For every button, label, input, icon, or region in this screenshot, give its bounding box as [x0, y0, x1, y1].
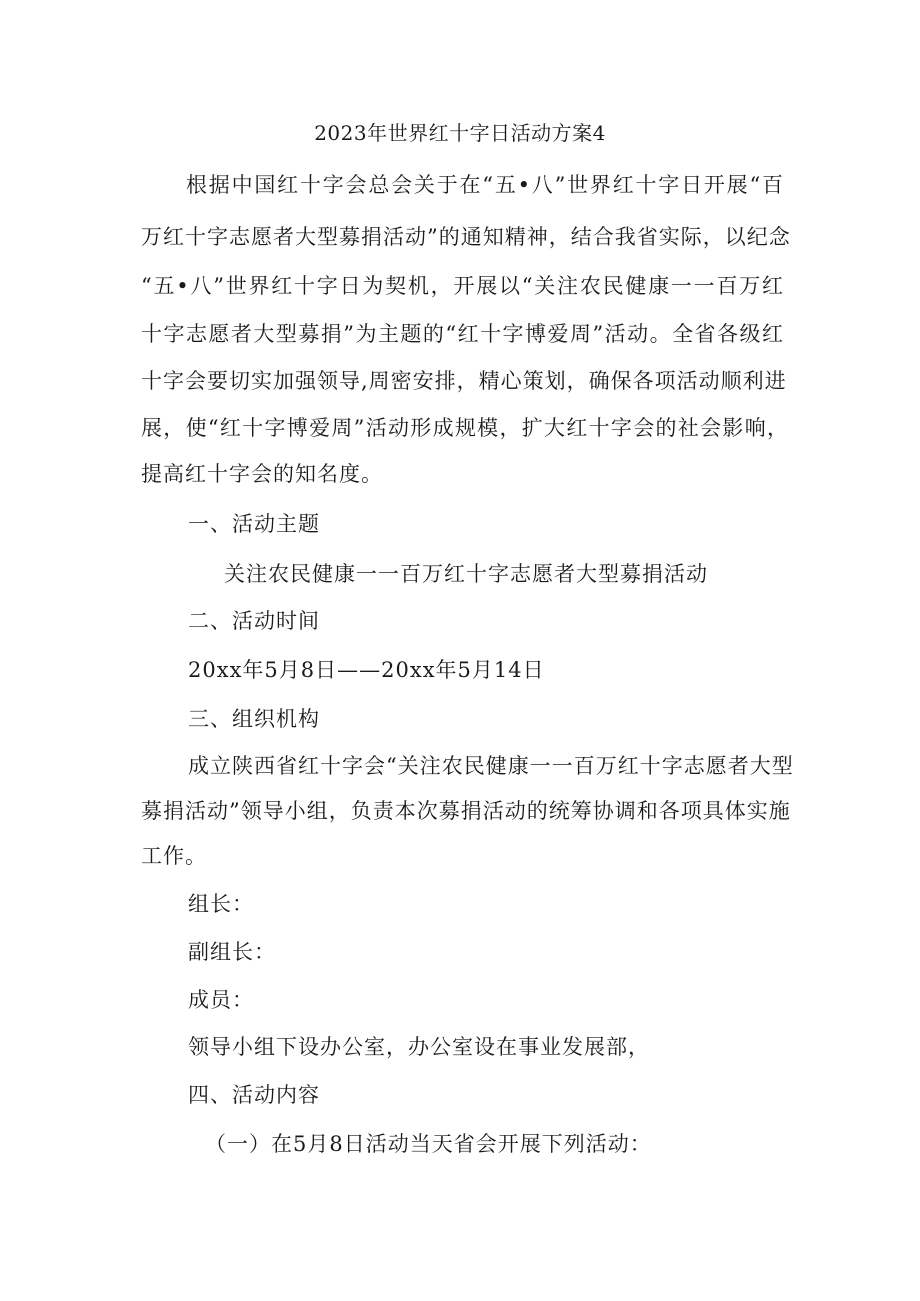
document-title: 2023年世界红十字日活动方案4	[314, 121, 606, 145]
members-label: 成员：	[188, 988, 254, 1012]
section-heading: 一、活动主题	[188, 512, 320, 536]
intro-line: 展，使“红十字博爱周”活动形成规模，扩大红十字会的社会影响，	[141, 416, 789, 440]
theme-text: 关注农民健康一一百万红十字志愿者大型募捐活动	[224, 562, 708, 586]
intro-line: 根据中国红十字会总会关于在“五•八”世界红十字日开展“百	[186, 173, 784, 197]
subsection-heading: （一）在5月8日活动当天省会开展下列活动：	[205, 1132, 652, 1156]
intro-line: 十字会要切实加强领导,周密安排，精心策划，确保各项活动顺利进	[141, 369, 787, 393]
section-heading: 四、活动内容	[188, 1083, 320, 1107]
leader-label: 组长：	[188, 892, 254, 916]
deputy-leader-label: 副组长：	[188, 940, 276, 964]
intro-line: “五•八”世界红十字日为契机，开展以“关注农民健康一一百万红	[141, 274, 784, 298]
section-heading: 二、活动时间	[188, 609, 320, 633]
intro-line: 提高红十字会的知名度。	[141, 462, 383, 486]
intro-line: 万红十字志愿者大型募捐活动”的通知精神，结合我省实际，以纪念	[141, 225, 791, 249]
time-range-text: 20xx年5月8日——20xx年5月14日	[188, 658, 545, 682]
section-heading: 三、组织机构	[188, 707, 320, 731]
organization-line: 成立陕西省红十字会“关注农民健康一一百万红十字志愿者大型	[188, 754, 794, 778]
intro-line: 十字志愿者大型募捐”为主题的“红十字博爱周”活动。全省各级红	[141, 322, 784, 346]
organization-line: 工作。	[141, 844, 207, 868]
office-text: 领导小组下设办公室，办公室设在事业发展部，	[188, 1035, 650, 1059]
organization-line: 募捐活动”领导小组，负责本次募捐活动的统筹协调和各项具体实施	[141, 799, 791, 823]
